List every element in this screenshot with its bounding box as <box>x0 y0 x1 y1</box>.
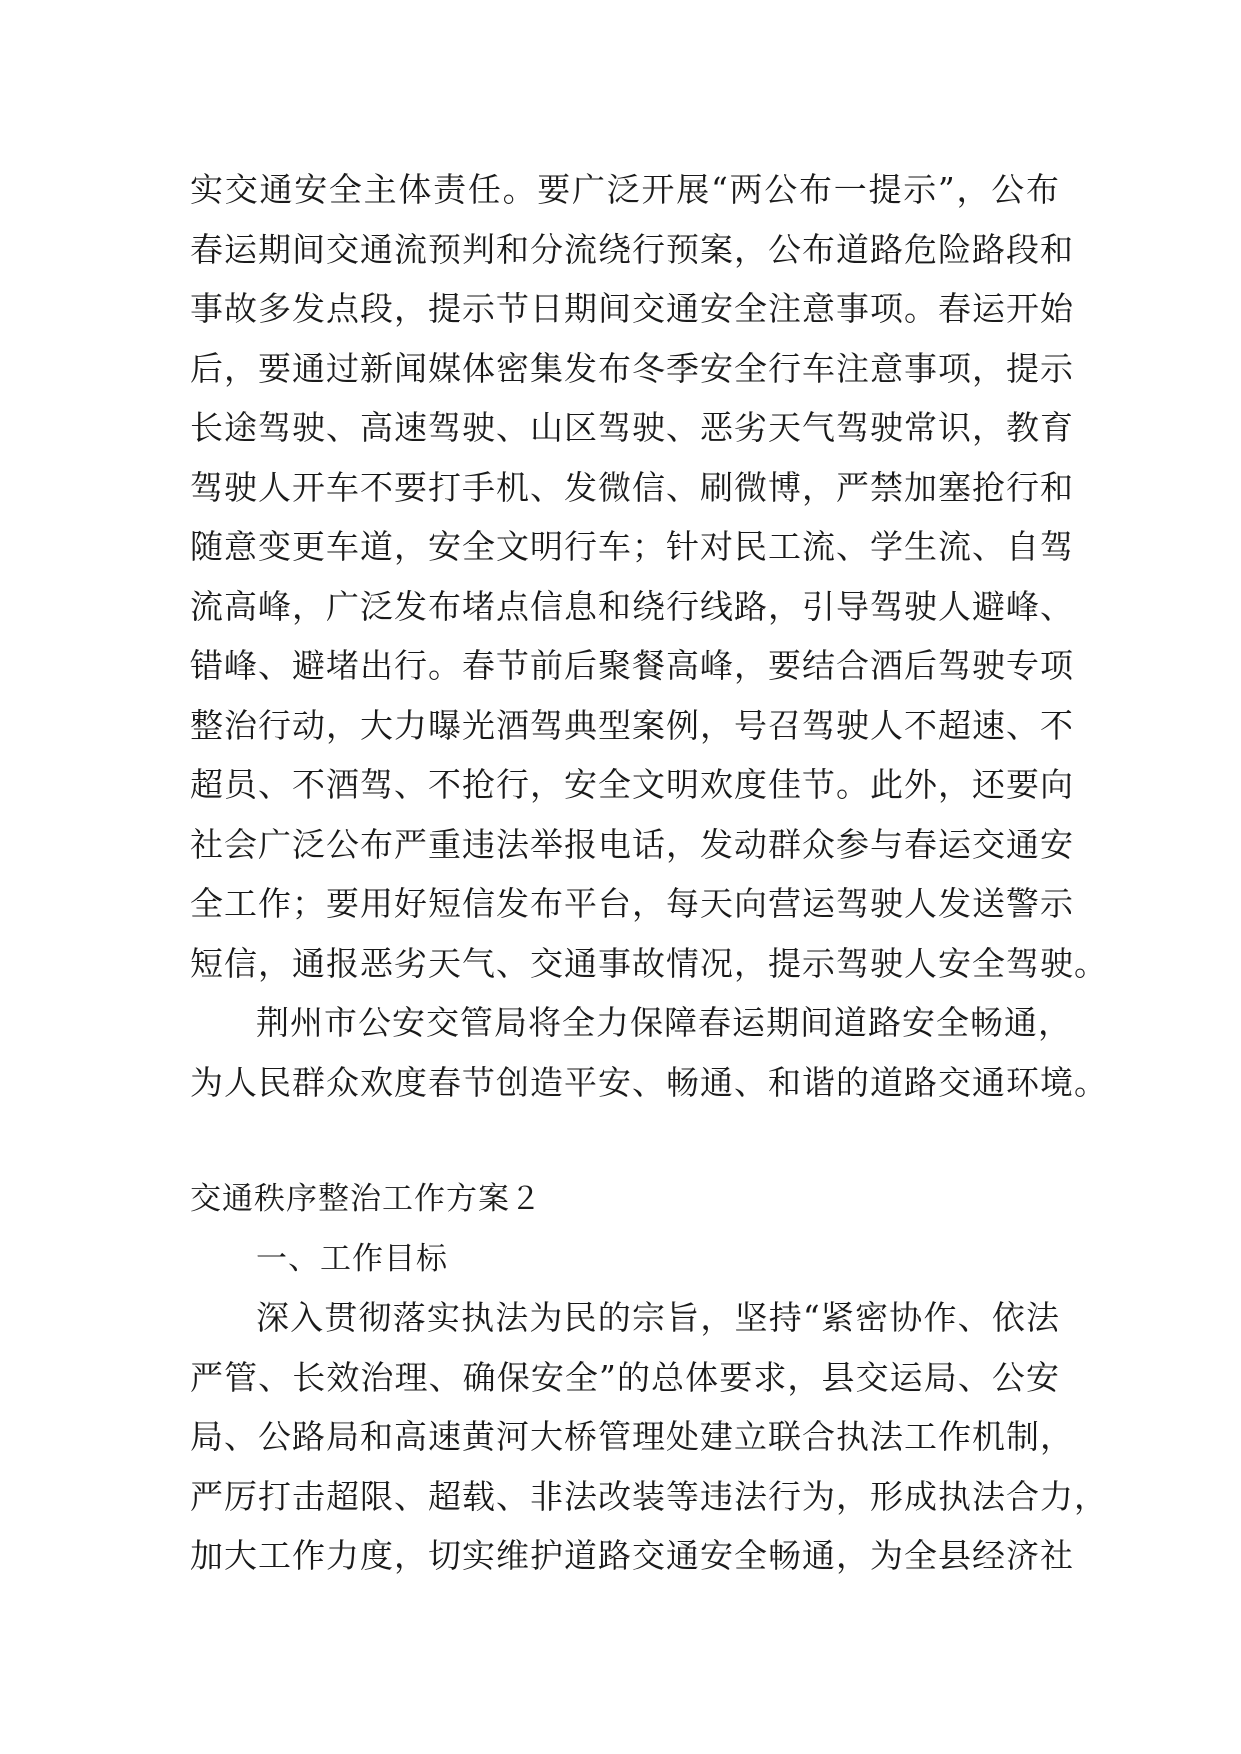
section-subtitle: 一、工作目标 <box>256 1241 448 1277</box>
section-title: 交通秩序整治工作方案２ <box>190 1181 542 1217</box>
paragraph-line: 加大工作力度，切实维护道路交通安全畅通，为全县经济社 <box>190 1536 1074 1575</box>
paragraph-line: 后，要通过新闻媒体密集发布冬季安全行车注意事项，提示 <box>190 348 1074 388</box>
paragraph-line: 荆州市公安交管局将全力保障春运期间道路安全畅通， <box>256 1003 1072 1042</box>
paragraph-line: 事故多发点段，提示节日期间交通安全注意事项。春运开始 <box>190 289 1074 328</box>
paragraph-line: 实交通安全主体责任。要广泛开展“两公布一提示”，公布 <box>190 170 1060 209</box>
paragraph-line: 整治行动，大力曝光酒驾典型案例，号召驾驶人不超速、不 <box>190 705 1074 745</box>
paragraph-line: 局、公路局和高速黄河大桥管理处建立联合执法工作机制， <box>190 1417 1074 1456</box>
paragraph-line: 长途驾驶、高速驾驶、山区驾驶、恶劣天气驾驶常识，教育 <box>190 408 1074 447</box>
paragraph-line: 驾驶人开车不要打手机、发微信、刷微博，严禁加塞抢行和 <box>190 467 1074 507</box>
paragraph-line: 严管、长效治理、确保安全”的总体要求，县交运局、公安 <box>190 1357 1060 1397</box>
paragraph-work-goals <box>190 1288 1108 1586</box>
section-spacer <box>190 1112 1060 1168</box>
paragraph-line: 错峰、避堵出行。春节前后聚餐高峰，要结合酒后驾驶专项 <box>190 646 1074 685</box>
paragraph-line: 为人民群众欢度春节创造平安、畅通、和谐的道路交通环境。 <box>190 1062 1108 1102</box>
paragraph-line: 社会广泛公布严重违法举报电话，发动群众参与春运交通安 <box>190 824 1074 864</box>
paragraph-line: 流高峰，广泛发布堵点信息和绕行线路，引导驾驶人避峰、 <box>190 586 1074 626</box>
paragraph-line: 严厉打击超限、超载、非法改装等违法行为，形成执法合力， <box>190 1476 1108 1516</box>
paragraph-safety-publicity <box>190 160 1108 993</box>
paragraph-line: 深入贯彻落实执法为民的宗旨，坚持“紧密协作、依法 <box>256 1298 1060 1337</box>
paragraph-conclusion <box>190 993 1108 1112</box>
paragraph-line: 超员、不酒驾、不抢行，安全文明欢度佳节。此外，还要向 <box>190 765 1074 804</box>
paragraph-line: 随意变更车道，安全文明行车；针对民工流、学生流、自驾 <box>190 527 1074 566</box>
document-page <box>190 160 1108 1586</box>
paragraph-line: 春运期间交通流预判和分流绕行预案，公布道路危险路段和 <box>190 229 1074 269</box>
paragraph-line: 短信，通报恶劣天气、交通事故情况，提示驾驶人安全驾驶。 <box>190 943 1108 983</box>
paragraph-line: 全工作；要用好短信发布平台，每天向营运驾驶人发送警示 <box>190 884 1074 923</box>
